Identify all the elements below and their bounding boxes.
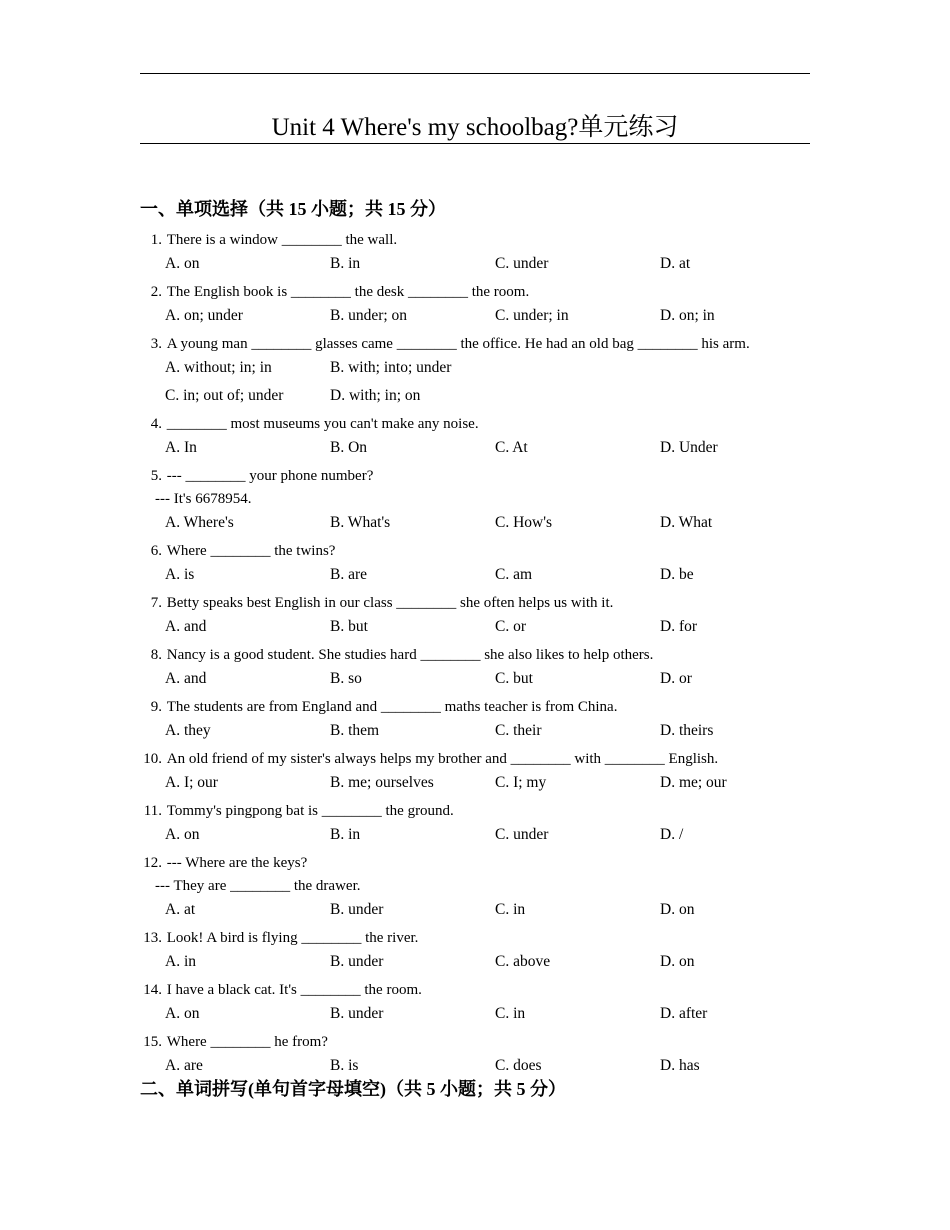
question-stem: [140, 799, 820, 823]
question-stem: [140, 978, 820, 1002]
option-row: [140, 304, 820, 328]
question: [140, 228, 820, 280]
option-a: A. Where's: [165, 514, 234, 531]
option-c: C. I; my: [495, 774, 547, 791]
option-row: [140, 615, 820, 639]
question-text: I have a black cat. It's ________ the room.: [166, 982, 422, 998]
option-d: D. Under: [660, 439, 718, 456]
question-text: An old friend of my sister's always helps my brother and ________ with ________ English.: [166, 751, 719, 767]
option-b: B. in: [330, 255, 361, 272]
option-c: C. At: [495, 439, 528, 456]
section-heading-multiple-choice: 一、单项选择（共 15 小题；共 15 分）: [140, 199, 446, 219]
option-d: D. with; in; on: [330, 387, 421, 404]
option-d: D. /: [660, 826, 684, 843]
option-a: A. they: [165, 722, 211, 739]
option-a: A. without; in; in: [165, 359, 272, 376]
header-rule: [140, 73, 810, 74]
option-a: A. are: [165, 1057, 203, 1074]
option-d: D. for: [660, 618, 698, 635]
option-a: A. on: [165, 1005, 200, 1022]
option-b: B. in: [330, 826, 361, 843]
question-number: 3.: [150, 336, 162, 352]
question-text: Tommy's pingpong bat is ________ the ground.: [166, 803, 454, 819]
option-c: C. am: [495, 566, 533, 583]
option-d: D. What: [660, 514, 713, 531]
option-a: A. and: [165, 670, 207, 687]
option-c: C. does: [495, 1057, 542, 1074]
option-d: D. on; in: [660, 307, 715, 324]
question-number: 2.: [150, 284, 162, 300]
question-number: 14.: [143, 982, 162, 998]
question: [140, 978, 820, 1030]
question: [140, 539, 820, 591]
question-dialogue-line: --- They are ________ the drawer.: [155, 878, 361, 894]
option-a: A. I; our: [165, 774, 218, 791]
option-c: C. How's: [495, 514, 553, 531]
question-text: Betty speaks best English in our class ________ she often helps us with it.: [166, 595, 614, 611]
option-a: A. on: [165, 826, 200, 843]
question-number: 6.: [150, 543, 162, 559]
option-d: D. theirs: [660, 722, 714, 739]
option-row: [140, 898, 820, 922]
question-list: [140, 228, 820, 1078]
question-number: 12.: [143, 855, 162, 871]
option-b: B. On: [330, 439, 368, 456]
question-text: --- ________ your phone number?: [166, 468, 374, 484]
option-d: D. or: [660, 670, 692, 687]
question-text: Nancy is a good student. She studies hard ________ she also likes to help others.: [166, 647, 654, 663]
question: [140, 747, 820, 799]
option-b: B. so: [330, 670, 362, 687]
question-number: 5.: [150, 468, 162, 484]
option-b: B. under: [330, 953, 384, 970]
option-a: A. in: [165, 953, 196, 970]
option-row: [140, 950, 820, 974]
question-number: 4.: [150, 416, 162, 432]
question: [140, 643, 820, 695]
question-stem: [140, 591, 820, 615]
option-c: C. in: [495, 1005, 526, 1022]
option-b: B. What's: [330, 514, 391, 531]
title-underline: [140, 143, 810, 144]
question-text: The English book is ________ the desk ________ the room.: [166, 284, 530, 300]
page-title: Unit 4 Where's my schoolbag?单元练习: [271, 114, 679, 141]
option-c: C. in; out of; under: [165, 387, 284, 404]
question: [140, 926, 820, 978]
question-stem: [140, 695, 820, 719]
question-text: ________ most museums you can't make any noise.: [166, 416, 479, 432]
question-stem: [140, 1030, 820, 1054]
option-row: [140, 511, 820, 535]
question-text: A young man ________ glasses came ________ the office. He had an old bag ________ his arm.: [166, 336, 750, 352]
question-number: 10.: [143, 751, 162, 767]
option-row: [140, 667, 820, 691]
option-b: B. under; on: [330, 307, 408, 324]
option-a: A. In: [165, 439, 197, 456]
option-a: A. at: [165, 901, 196, 918]
question: [140, 851, 820, 926]
question-stem: [140, 643, 820, 667]
option-row: [140, 356, 820, 380]
option-row: [140, 771, 820, 795]
question-number: 15.: [143, 1034, 162, 1050]
option-b: B. under: [330, 1005, 384, 1022]
option-c: C. their: [495, 722, 542, 739]
question-number: 8.: [150, 647, 162, 663]
question: [140, 332, 820, 412]
question: [140, 1030, 820, 1078]
option-a: A. on; under: [165, 307, 243, 324]
option-row: [140, 1054, 820, 1078]
option-a: A. and: [165, 618, 207, 635]
option-row: [140, 384, 820, 408]
question-stem: [140, 412, 820, 436]
question-text: Look! A bird is flying ________ the river.: [166, 930, 419, 946]
question-stem: [140, 228, 820, 252]
option-a: A. on: [165, 255, 200, 272]
option-row: [140, 1002, 820, 1026]
question-stem: [140, 851, 820, 875]
option-row: [140, 719, 820, 743]
question: [140, 799, 820, 851]
option-b: B. is: [330, 1057, 359, 1074]
option-row: [140, 823, 820, 847]
question-number: 11.: [143, 803, 162, 819]
question-text: Where ________ the twins?: [166, 543, 336, 559]
option-row: [140, 563, 820, 587]
question-stem: [140, 464, 820, 488]
question-number: 13.: [143, 930, 162, 946]
question: [140, 695, 820, 747]
option-row: [140, 436, 820, 460]
question-text: --- Where are the keys?: [166, 855, 308, 871]
question-stem: [140, 747, 820, 771]
option-d: D. me; our: [660, 774, 727, 791]
question: [140, 412, 820, 464]
option-c: C. under: [495, 255, 549, 272]
section-heading-word-spelling: 二、单词拼写(单句首字母填空)（共 5 小题；共 5 分）: [140, 1079, 566, 1099]
question: [140, 591, 820, 643]
question-number: 9.: [150, 699, 162, 715]
option-b: B. but: [330, 618, 368, 635]
option-a: A. is: [165, 566, 195, 583]
option-d: D. be: [660, 566, 694, 583]
question-text: The students are from England and ________ maths teacher is from China.: [166, 699, 618, 715]
question-stem: [140, 280, 820, 304]
question-stem: [140, 332, 820, 356]
option-c: C. under; in: [495, 307, 569, 324]
option-row: [140, 252, 820, 276]
option-c: C. in: [495, 901, 526, 918]
option-b: B. them: [330, 722, 380, 739]
option-c: C. under: [495, 826, 549, 843]
option-d: D. on: [660, 953, 695, 970]
option-c: C. above: [495, 953, 551, 970]
option-b: B. with; into; under: [330, 359, 452, 376]
option-b: B. me; ourselves: [330, 774, 434, 791]
question-stem: [140, 539, 820, 563]
option-b: B. under: [330, 901, 384, 918]
option-d: D. has: [660, 1057, 700, 1074]
question: [140, 280, 820, 332]
option-c: C. but: [495, 670, 533, 687]
question: [140, 464, 820, 539]
option-c: C. or: [495, 618, 526, 635]
question-dialogue-line: --- It's 6678954.: [155, 491, 252, 507]
option-d: D. on: [660, 901, 695, 918]
option-d: D. after: [660, 1005, 708, 1022]
question-stem: [140, 926, 820, 950]
question-text: Where ________ he from?: [166, 1034, 328, 1050]
question-text: There is a window ________ the wall.: [166, 232, 398, 248]
question-number: 1.: [150, 232, 162, 248]
option-b: B. are: [330, 566, 368, 583]
option-d: D. at: [660, 255, 691, 272]
question-number: 7.: [150, 595, 162, 611]
